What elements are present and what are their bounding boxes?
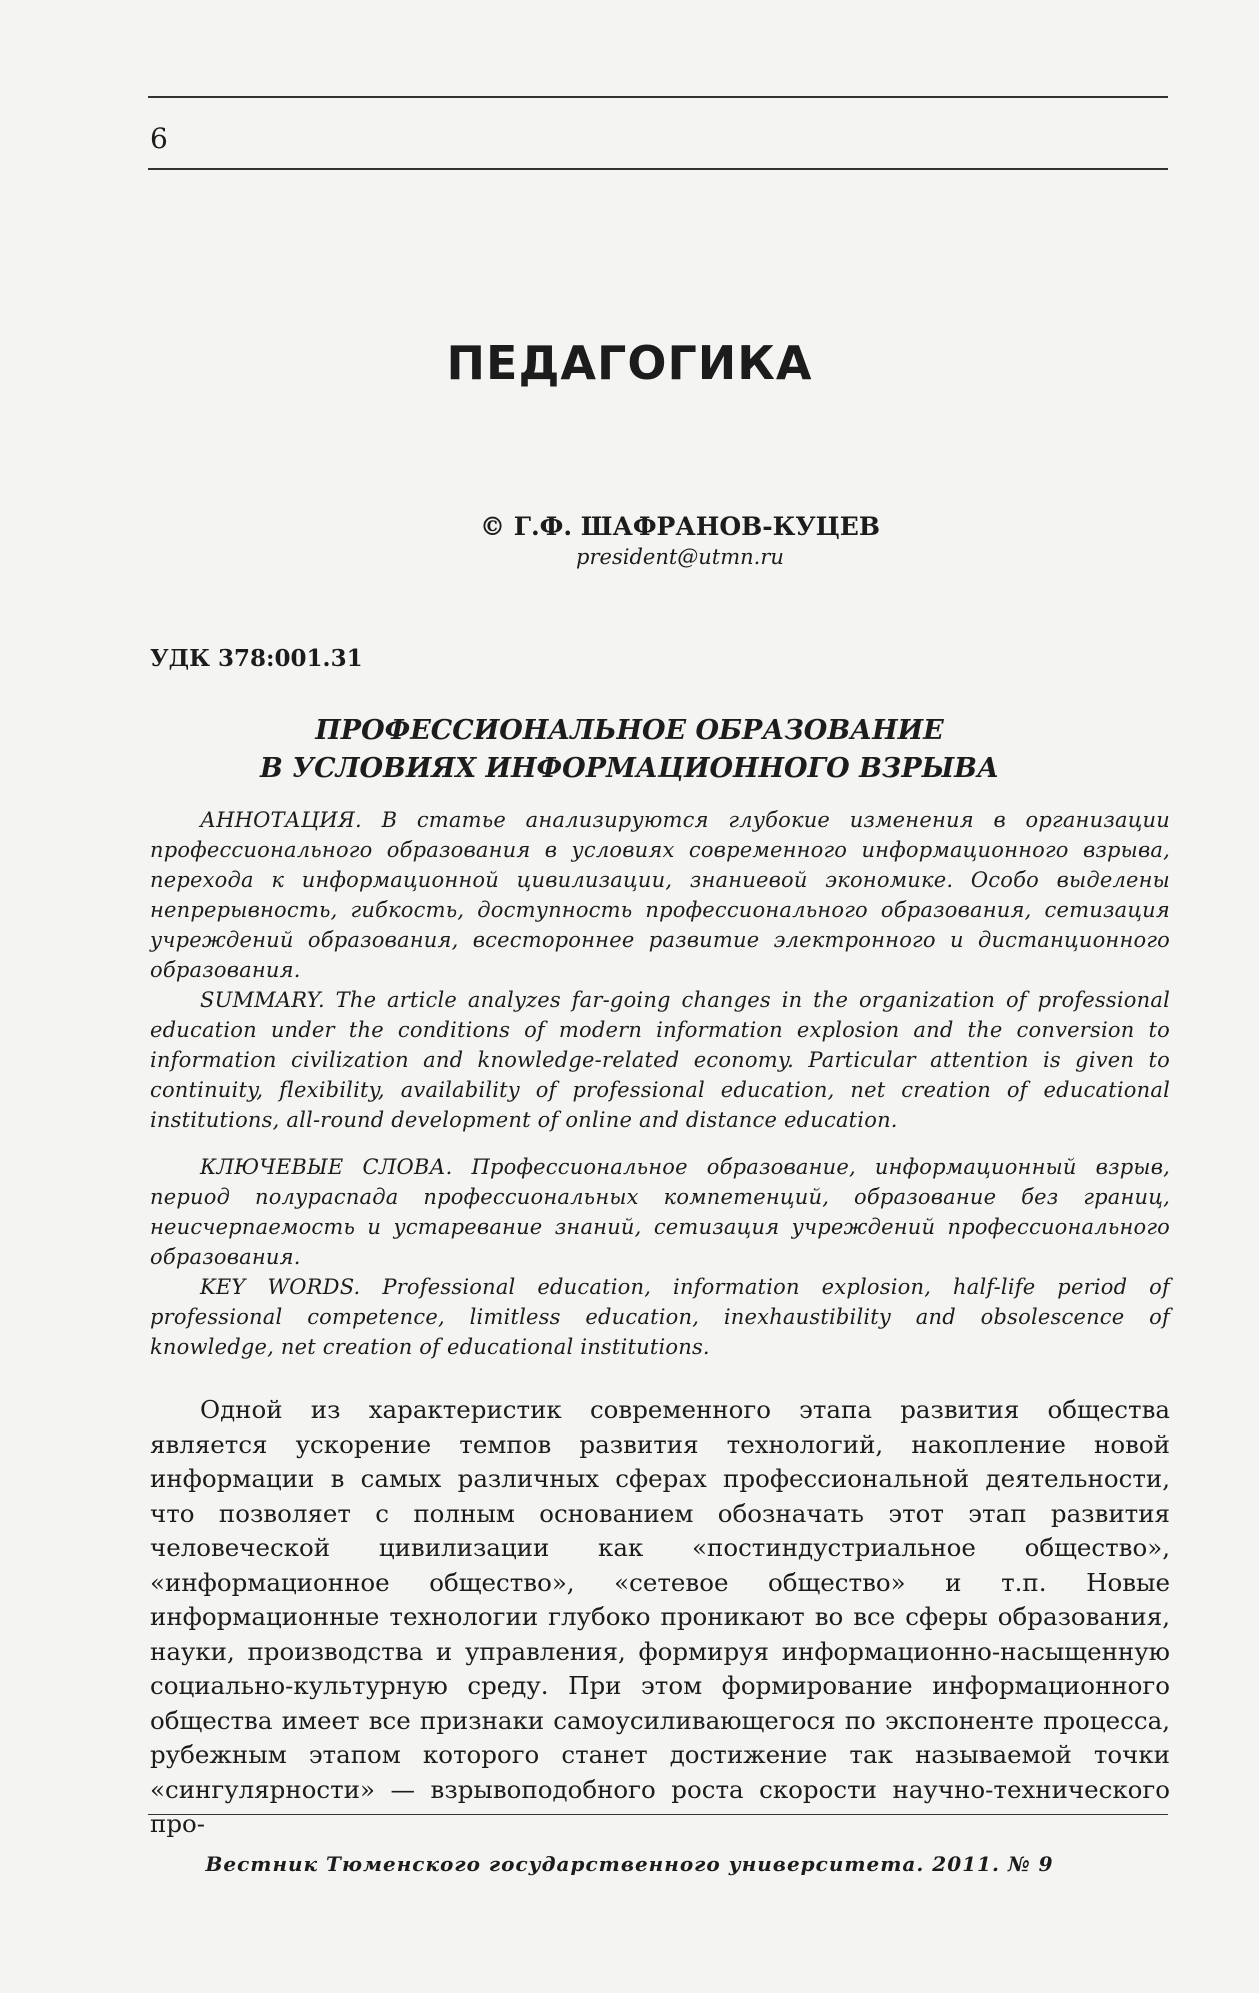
annotation-ru: АННОТАЦИЯ. В статье анализируются глубокие изменения в организации профессионального образования в условиях современного информационного взрыва, перехода к информационной цивилизации, знаниевой экономике. Особо выделены непрерывность, гибкость, доступность профессионального образования, сетизация учреждений образования, всестороннее развитие электронного и дистанционного образования. — [150, 808, 1170, 982]
article-title — [0, 712, 1259, 788]
header-bottom-rule — [148, 168, 1168, 170]
keywords-en: KEY WORDS. Professional education, information explosion, half-life period of professional competence, limitless education, inexhaustibility and obsolescence of knowledge, net creation of educational institutions. — [150, 1275, 1170, 1359]
article-title-line-2: В УСЛОВИЯХ ИНФОРМАЦИОННОГО ВЗРЫВА — [260, 753, 999, 784]
header-top-rule — [148, 96, 1168, 98]
author-block — [420, 512, 940, 569]
section-title: ПЕДАГОГИКА — [446, 336, 813, 390]
summary-en: SUMMARY. The article analyzes far-going changes in the organization of professional education under the conditions of modern information explosion and the conversion to information civilization and knowledge-related economy. Particular attention is given to continuity, flexibility, availability of professional education, net creation of educational institutions, all-round development of online and distance education. — [150, 988, 1170, 1132]
keywords-ru: КЛЮЧЕВЫЕ СЛОВА. Профессиональное образование, информационный взрыв, период полураспада профессиональных компетенций, образование без границ, неисчерпаемость и устаревание знаний, сетизация учреждений профессионального образования. — [150, 1155, 1170, 1269]
journal-footer: Вестник Тюменского государственного университета. 2011. № 9 — [205, 1852, 1054, 1876]
udk-code: УДК 378:001.31 — [150, 645, 363, 672]
footer-rule — [148, 1814, 1168, 1815]
author-name: © Г.Ф. ШАФРАНОВ-КУЦЕВ — [479, 512, 880, 541]
page-number: 6 — [150, 122, 168, 155]
body-paragraph: Одной из характеристик современного этапа развития общества является ускорение темпов развития технологий, накопление новой информации в самых различных сферах профессиональной деятельности, что позволяет с полным основанием обозначать этот этап развития человеческой цивилизации как «постиндустриальное общество», «информационное общество», «сетевое общество» и т.п. Новые информационные технологии глубоко проникают во все сферы образования, науки, производства и управления, формируя информационно-насыщенную социально-культурную среду. При этом формирование информационного общества имеет все признаки самоусиливающегося по экспоненте процесса, рубежным этапом которого станет достижение так называемой точки «сингулярности» — взрывоподобного роста скорости научно-технического про- — [150, 1395, 1170, 1838]
author-email: president@utmn.ru — [576, 545, 784, 569]
article-title-line-1: ПРОФЕССИОНАЛЬНОЕ ОБРАЗОВАНИЕ — [315, 715, 944, 746]
